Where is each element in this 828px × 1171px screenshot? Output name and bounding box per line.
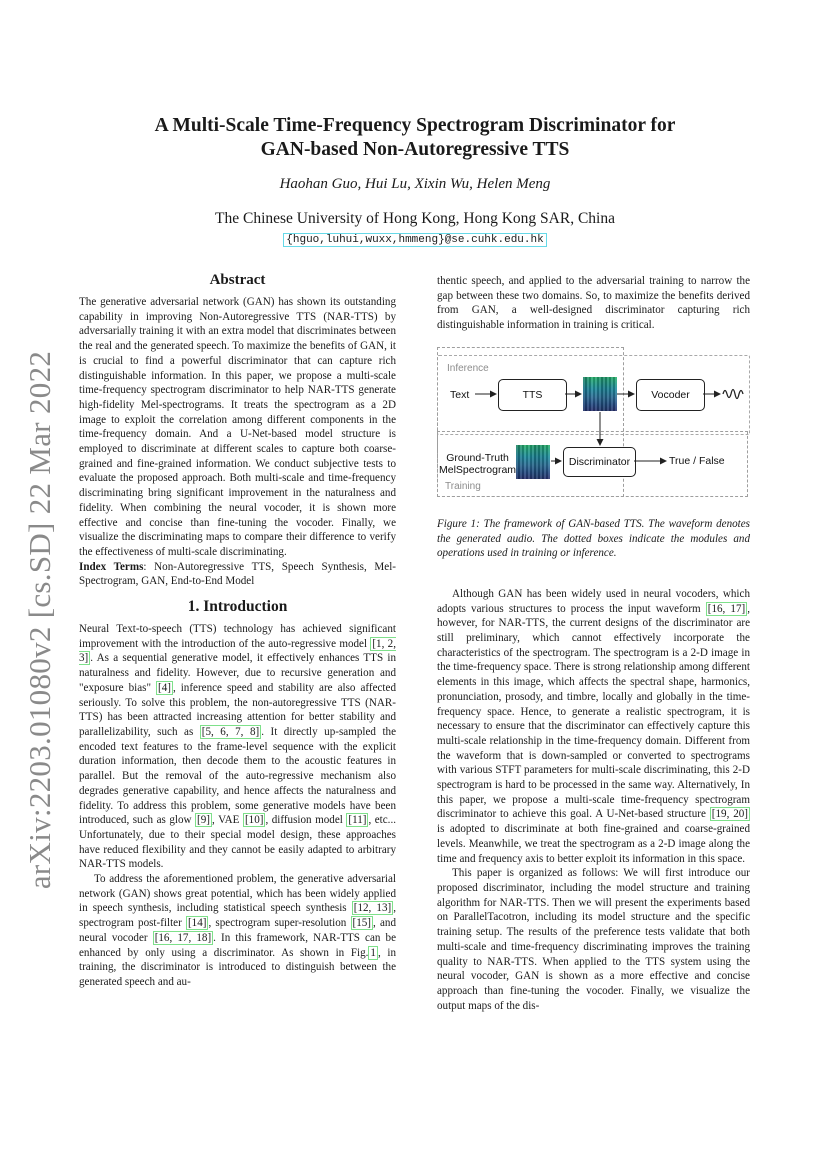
paper-title [80,114,750,162]
citation-link[interactable]: [9] [197,814,210,827]
title-line-2: GAN-based Non-Autoregressive TTS [260,139,570,160]
figure-caption [437,517,750,561]
intro-paragraph-1 [79,622,396,872]
index-terms-text: : Non-Autoregressive TTS, Speech Synthesis, Mel-Spectrogram, GAN, End-to-End Model [79,560,396,588]
title-line-1: A Multi-Scale Time-Frequency Spectrogram Discriminator for [154,115,676,136]
figure-1 [437,347,750,503]
citation-link[interactable]: [10] [244,814,264,827]
inference-label: Inference [447,362,489,374]
citation-link[interactable]: [5, 6, 7, 8] [201,725,260,738]
training-label: Training [445,480,481,492]
text-run: , however, for NAR-TTS, the current designs of the discriminator are still preliminary, which cannot effectively incorporate the characteristics of the spectrogram. The spectrogram is a 2-D image in the time-frequency space. There is strong relationship among different elements in this image, which affects the spectral shape, harmonics, pronunciation, prosody, and timbre, locally and globally in the time-frequency space. Hence, to generate a realistic spectrogram, it is necessary to ensure that the discriminator can effectively capture this multi-scale relationship in the time-frequency domain. Different from the waveform that is down-sampled or converted to spectrograms with various STFT parameters for multi-scale discriminating, this 2-D spectrogram is hard to be processed in the same way. Alternatively, In this paper, we propose a multi-scale time-frequency spectrogram discriminator to achieve this goal. A U-Net-based structure [437,602,750,821]
discriminator-box: Discriminator [563,447,636,477]
citation-link[interactable]: [11] [348,814,367,827]
text-run: , diffusion model [265,814,347,827]
citation-link[interactable]: [12, 13] [353,902,392,915]
text-run: , spectrogram super-resolution [208,917,351,930]
intro-paragraph-3 [437,587,750,866]
text-run: , in training, the discriminator is introduced to distinguish between the generated speech and au- [79,946,396,988]
text-run: , inference speed and stability are also affected seriously. To solve this problem, the non-autoregressive TTS (NAR-TTS) has been attracted increasing attention for better stability and parallelizability, such as [79,681,396,738]
text-run: Although GAN has been widely used in neural vocoders, which adopts various structures to process the input waveform [437,587,750,615]
figure-ref-link[interactable]: 1 [370,946,376,959]
intro-heading: 1. Introduction [187,598,288,616]
authors: Haohan Guo, Hui Lu, Xixin Wu, Helen Meng [279,176,551,192]
figure-caption-text: Figure 1: The framework of GAN-based TTS. The waveform denotes the generated audio. The dotted boxes indicate the modules and operations used in training or inference. [437,517,750,560]
figure-arrows [437,347,750,503]
vocoder-box: Vocoder [636,379,705,411]
index-terms [79,560,396,589]
intro-paragraph-2-continued: thentic speech, and applied to the adversarial training to narrow the gap between these two domains. So, to maximize the benefits derived from GAN, a well-designed discriminator capturing rich distinguishable information in training is critical. [437,275,750,332]
citation-link[interactable]: [4] [158,681,171,694]
citation-link[interactable]: [16, 17] [707,602,746,615]
arxiv-stamp [10,340,70,900]
intro-paragraph-2 [79,872,396,990]
email-link[interactable]: {hguo,luhui,wuxx,hmmeng}@se.cuhk.edu.hk [283,233,546,247]
citation-link[interactable]: [15] [352,917,371,930]
waveform-icon [723,389,743,398]
abstract-text: The generative adversarial network (GAN) has shown its outstanding capability in improving Non-Autoregressive TTS (NAR-TTS) by adversarially training it with an extra model that discriminates between the real and the generated speech. To maximize the benefits of GAN, it is crucial to find a powerful discriminator that can capture rich distinguishable information. In this paper, we propose a multi-scale time-frequency spectrogram discriminator to help NAR-TTS generate high-fidelity Mel-spectrograms. It treats the spectrogram as a 2D image to exploit the correlation among different components in the time-frequency domain. And a U-Net-based model structure is employed to discriminate at different scales to capture both coarse-grained and fine-grained information. We conduct subjective tests to evaluate the proposed approach. Both multi-scale and time-frequency discriminating bring significant improvement in the naturalness and fidelity. When combining the neural vocoder, it is shown more effective and concise than fine-tuning the vocoder. Finally, we visualize the discriminating maps to compare their difference to verify the effectiveness of multi-scale discriminating. [79,296,396,558]
text-run: , etc... Unfortunately, due to their special model design, these approaches have reduced flexibility and they cannot be easily adapted to arbitrary NAR-TTS models. [79,814,396,871]
true-false-label: True / False [669,454,725,467]
text-run: . As a sequential generative model, it effectively enhances TTS in naturalness and fidelity. However, due to recursive generation and "exposure bias" [79,652,396,694]
citation-link[interactable]: [16, 17, 18] [154,931,212,944]
text-run: To address the aforementioned problem, the generative adversarial network (GAN) shows great potential, which has been widely applied in speech synthesis, including statistical speech synthesis [79,873,396,915]
text-run: . In this framework, NAR-TTS can be enhanced by only using a discriminator. As shown in Fig. [79,931,397,959]
text-run: is adopted to discriminate at both fine-grained and coarse-grained levels. Meanwhile, we treat the spectrogram as a 2-D image along the time and frequency axis to better exploit its information in this space. [437,823,750,865]
text-run: , and neural vocoder [79,917,396,944]
text-run: , spectrogram post-filter [79,902,396,930]
affiliation: The Chinese University of Hong Kong, Hong Kong SAR, China [215,210,615,227]
citation-link[interactable]: [19, 20] [711,808,748,821]
tts-box: TTS [498,379,567,411]
right-column [437,274,750,1013]
intro-paragraph-4: This paper is organized as follows: We will first introduce our proposed discriminator, including the model structure and training algorithm for NAR-TTS. Then we will present the experiments based on ParallelTacotron, including its model structure and the specific training setup. The results of the preference tests validate that both multi-scale and time-frequency discriminating improves the training quality to NAR-TTS. When applied to the TTS system using the neural vocoder, GAN is shown as a more effective and concise approach than fine-tuning the vocoder. Finally, we visualize the output maps of the dis- [437,867,750,1012]
email-block [80,234,750,246]
text-input-label: Text [450,388,470,401]
text-run: . It directly up-sampled the encoded text features to the frame-level sequence with the explicit duration information, then decode them to the acoustic features in parallel. But the removal of the auto-regressive mechanism also degrades generative capability, and hence affects the naturalness and fidelity. To address this problem, some generative models have been introduced, such as glow [79,725,397,827]
left-column [79,272,396,990]
ground-truth-line-2: MelSpectrogram [439,463,517,476]
ground-truth-line-1: Ground-Truth [446,451,509,464]
abstract-heading: Abstract [209,272,266,288]
citation-link[interactable]: [1, 2, 3] [79,637,396,665]
text-run: Neural Text-to-speech (TTS) technology has achieved significant improvement with the introduction of the auto-regressive model [79,623,396,650]
citation-link[interactable]: [14] [187,917,207,930]
arxiv-id: arXiv:2203.01080v2 [cs.SD] 22 Mar 2022 [22,350,57,890]
text-run: , VAE [211,814,243,827]
index-terms-label: Index Terms [79,560,144,573]
